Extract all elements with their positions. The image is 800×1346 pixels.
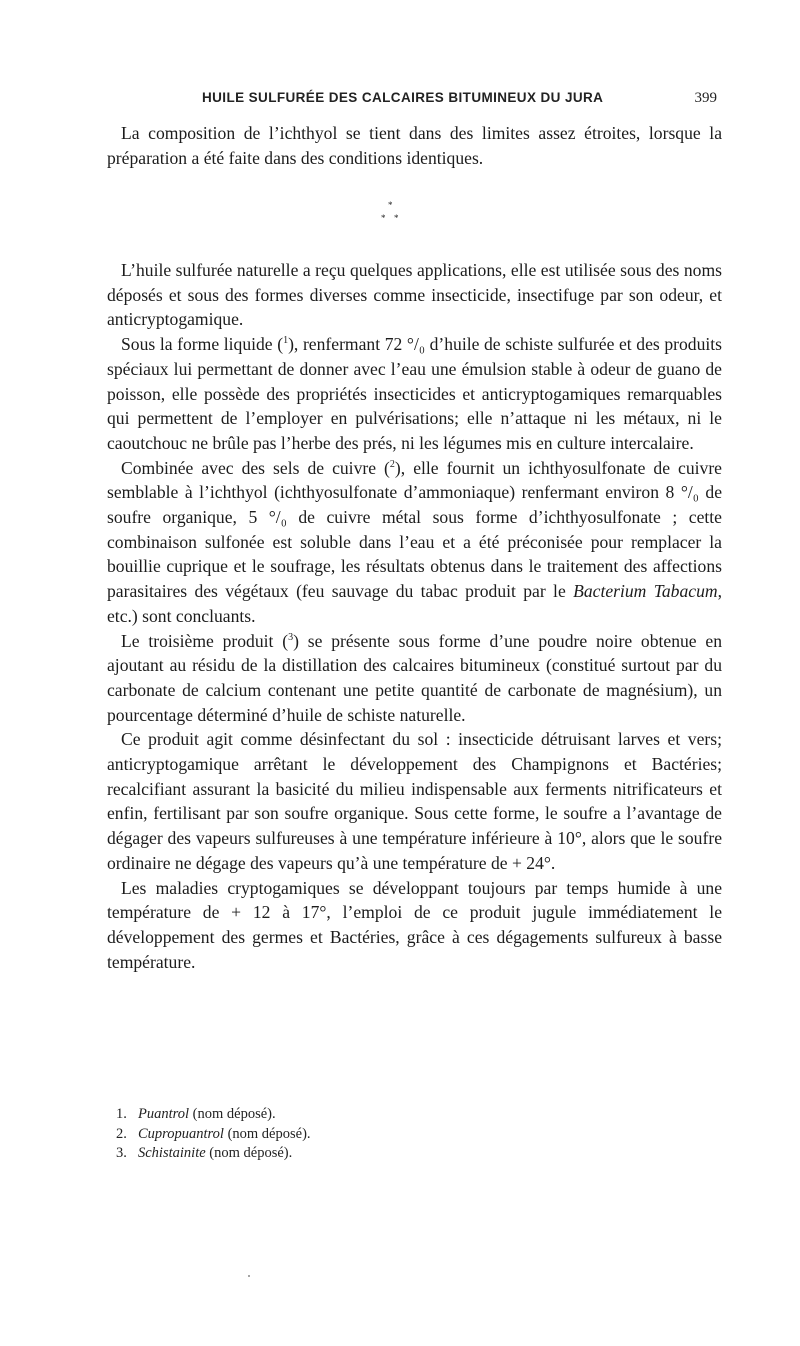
product-name: Puantrol	[138, 1106, 190, 1122]
separator-star: *	[381, 213, 386, 223]
text-run: Sous la forme liquide (	[121, 334, 284, 355]
species-name: Bacterium Tabacum	[573, 581, 718, 602]
text-run: , etc.) sont concluants.	[107, 581, 722, 626]
footnote-ref-2: 2	[389, 458, 395, 470]
main-text	[107, 258, 722, 974]
footnote-number: 1.	[116, 1106, 127, 1122]
paragraph-cryptogamic-diseases: Les maladies cryptogamiques se développant toujours par temps humide à une température de + 12 à 17°, l’emploi de ce produit jugule immédiatement le développement des germes et Bactéries, grâce à ces dégagements sulfureux à basse température.	[107, 877, 722, 972]
paragraph-liquid-form	[107, 332, 722, 456]
section-separator-asterism	[381, 201, 411, 225]
footnote-number: 3.	[116, 1145, 127, 1161]
running-title: HUILE SULFURÉE DES CALCAIRES BITUMINEUX DU JURA	[202, 90, 604, 105]
text-run: ), elle fournit un ichthyosulfonate de cuivre semblable à l’ichthyol (ichthyosulfonate d’ammoniaque) renfermant environ 8 °/₀ de soufre organique, 5 °/₀ de cuivre métal sous forme d’ichthyosulfonate ; cette combinaison sulfonée est soluble dans l’eau et a été préconisée pour remplacer la bouillie cuprique et le soufrage, les résultats obtenus dans le traitement des affections parasitaires des végétaux (feu sauvage du tabac produit par le	[107, 457, 722, 602]
footnote-2	[116, 1125, 311, 1145]
paragraph-applications: L’huile sulfurée naturelle a reçu quelques applications, elle est utilisée sous des noms déposés et sous des formes diverses comme insecticide, insectifuge par son odeur, et anticryptogamique.	[107, 260, 722, 330]
text-run: Le troisième produit (	[121, 630, 289, 651]
print-speck	[248, 1275, 250, 1277]
footnote-ref-3: 3	[288, 631, 294, 643]
footnotes	[116, 1105, 311, 1164]
intro-paragraph: La composition de l’ichthyol se tient dans des limites assez étroites, lorsque la préparation a été faite dans des conditions identiques.	[107, 123, 722, 168]
page-number: 399	[694, 90, 717, 106]
footnote-number: 2.	[116, 1125, 127, 1142]
paragraph-soil-disinfectant: Ce produit agit comme désinfectant du sol : insecticide détruisant larves et vers; anticryptogamique arrêtant le développement des Champignons et Bactéries; recalcifiant assurant la basicité du milieu indispensable aux ferments nitrificateurs et enfin, fertilisant par son soufre organique. Sous cette forme, le soufre a l’avantage de dégager des vapeurs sulfureuses à une température inférieure à 10°, alors que le soufre ordinaire ne dégage des vapeurs qu’à une température de + 24°.	[107, 729, 722, 873]
separator-star: *	[388, 200, 393, 210]
separator-star: *	[394, 213, 399, 223]
intro-section	[107, 121, 722, 170]
text-run: Combinée avec des sels de cuivre (	[121, 457, 390, 478]
footnote-1	[116, 1105, 311, 1125]
paragraph-third-product	[107, 629, 722, 728]
product-name: Cupropuantrol	[138, 1125, 224, 1142]
paragraph-copper-salts	[107, 456, 722, 629]
footnote-ref-1: 1	[283, 335, 289, 347]
footnote-3	[116, 1144, 311, 1164]
page-header	[107, 90, 717, 112]
product-name: Schistainite	[138, 1145, 206, 1161]
footnote-text: (nom déposé).	[192, 1106, 276, 1122]
footnote-text: (nom déposé).	[227, 1125, 311, 1142]
text-run: ), renfermant 72 °/₀ d’huile de schiste sulfurée et des produits spéciaux lui permettant de donner avec l’eau une émulsion stable à odeur de guano de poisson, elle possède des propriétés insecticides et anticryptogamiques remarquables qui permettent de l’employer en pulvérisations; elle n’attaque ni les métaux, ni le caoutchouc ne brûle pas l’herbe des prés, ni les légumes mis en culture intercalaire.	[107, 334, 723, 453]
text-run: ) se présente sous forme d’une poudre noire obtenue en ajoutant au résidu de la distillation des calcaires bitumineux (constitué surtout par du carbonate de calcium contenant une petite quantité de carbonate de magnésium), un pourcentage déterminé d’huile de schiste naturelle.	[107, 630, 723, 725]
footnote-text: (nom déposé).	[209, 1145, 293, 1161]
